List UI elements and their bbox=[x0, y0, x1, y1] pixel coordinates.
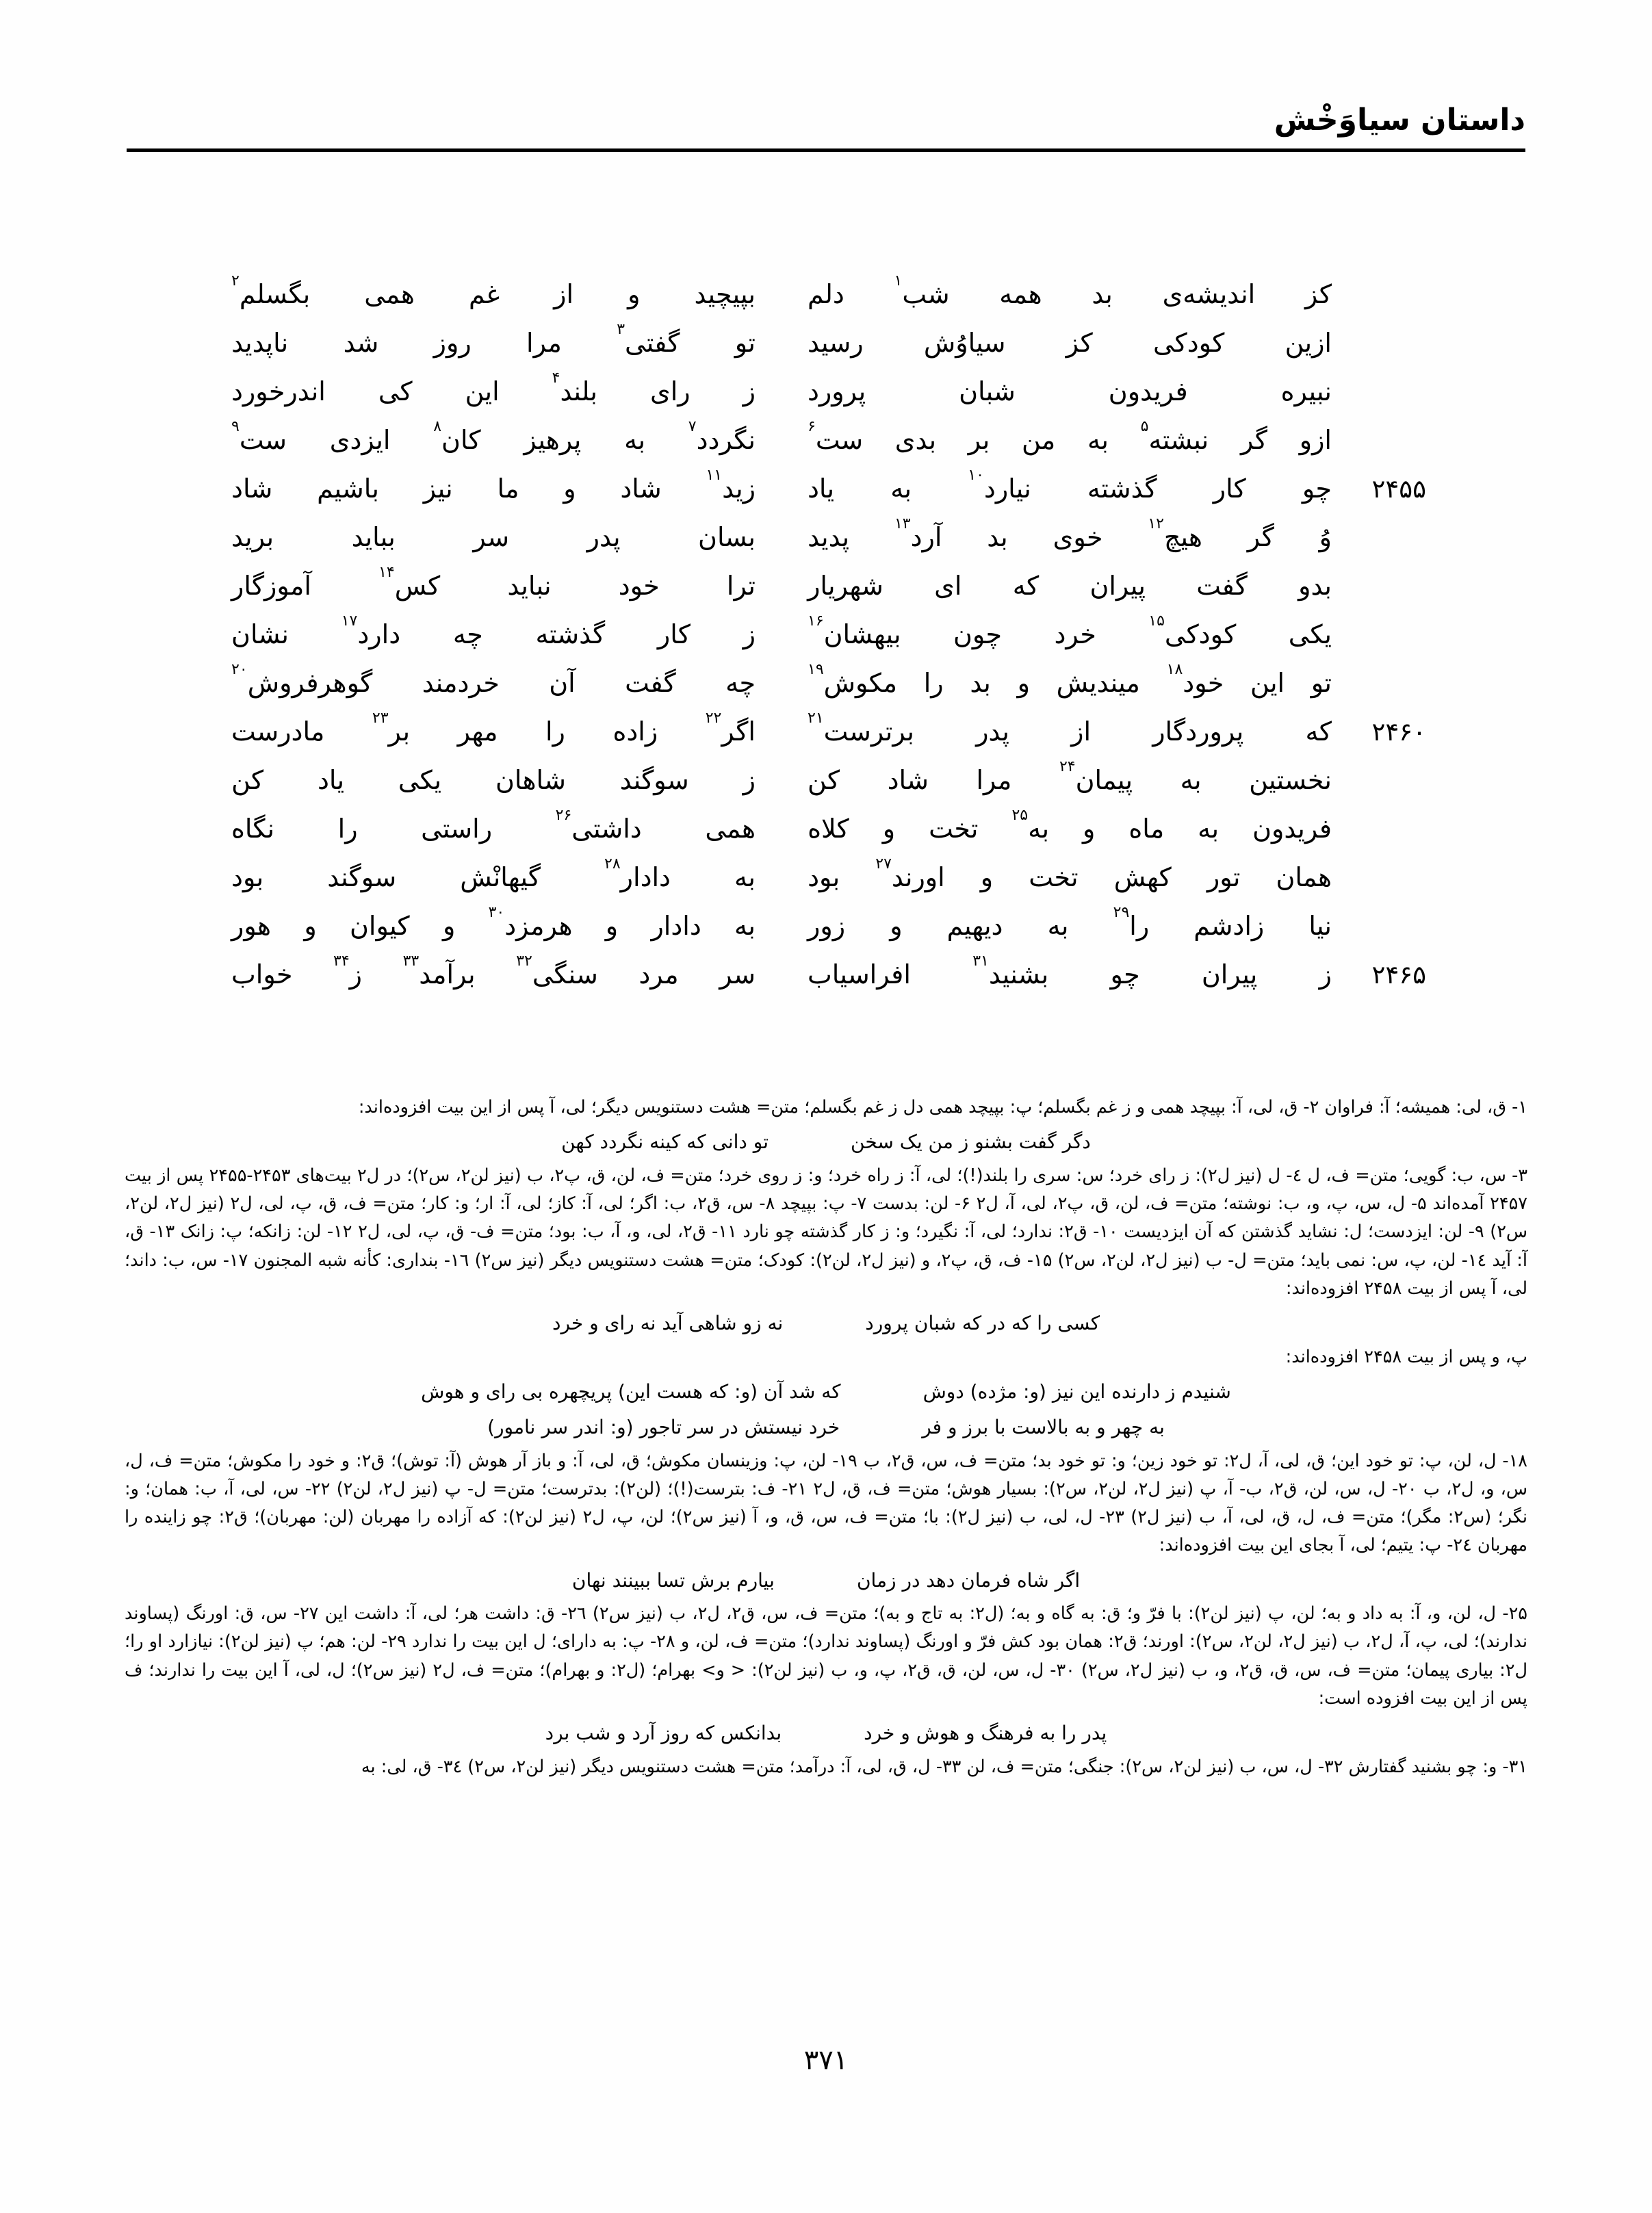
inserted-verse-first: اگر شاه فرمان دهد در زمان bbox=[856, 1568, 1081, 1592]
verse-word: ای bbox=[934, 571, 962, 601]
verse-word: بود bbox=[808, 862, 840, 892]
hemistich-second bbox=[226, 710, 776, 747]
verse-word: همی bbox=[364, 279, 415, 309]
hemistich-second bbox=[226, 418, 776, 455]
verse-word: ز bbox=[1319, 959, 1332, 989]
verse-word: باشیم bbox=[317, 474, 379, 504]
verse-word: را bbox=[337, 814, 358, 844]
verse-word: به bbox=[890, 474, 912, 504]
verse-word: سوگند bbox=[327, 862, 397, 892]
inserted-verse bbox=[125, 1126, 1527, 1157]
verse-word: و bbox=[304, 911, 317, 941]
running-head-title: داستان سیاوَخْش bbox=[1274, 103, 1525, 138]
hemistich-first bbox=[776, 515, 1336, 552]
verse-word: هیچ$^{۱۲}$ bbox=[1148, 515, 1202, 552]
verse-word: را bbox=[923, 668, 944, 698]
verse-word: تو bbox=[1311, 668, 1332, 698]
verse-word: کار bbox=[657, 619, 691, 649]
verse-line bbox=[226, 370, 1426, 425]
verse-word: زادشم bbox=[1193, 911, 1265, 941]
verse-word: نگردد$^۷$ bbox=[688, 418, 756, 455]
verse-word: ترا bbox=[726, 571, 756, 601]
verse-word: میندیش bbox=[1056, 668, 1140, 698]
verse-word: اندرخورد bbox=[231, 376, 326, 406]
hemistich-first bbox=[776, 661, 1336, 698]
footnote-marker: ۱۶ bbox=[808, 612, 824, 630]
verse-word: پیمان$^{۲۴}$ bbox=[1059, 758, 1133, 795]
verse-word: خردمند bbox=[422, 668, 500, 698]
inserted-verse-second: بیارم برش تسا ببینند نهان bbox=[571, 1568, 775, 1592]
verse-line bbox=[226, 515, 1426, 571]
verse-word: به bbox=[1047, 911, 1069, 941]
hemistich-second bbox=[226, 564, 776, 601]
verse-word: و bbox=[628, 279, 641, 309]
verse-word: روز bbox=[433, 328, 472, 358]
verse-word: تور bbox=[1206, 862, 1241, 892]
verse-word: این bbox=[465, 376, 500, 406]
verse-word: ز$^{۳۴}$ bbox=[333, 953, 363, 989]
verse-word: کودکی bbox=[1152, 328, 1225, 358]
footnote-marker: ۱۳ bbox=[894, 515, 911, 533]
verse-word: بلند$^۴$ bbox=[552, 370, 598, 406]
hemistich-first bbox=[776, 904, 1336, 941]
verse-word: ایزدی bbox=[329, 425, 391, 455]
hemistich-second bbox=[226, 370, 776, 406]
verse-word: داشتی$^{۲۶}$ bbox=[555, 807, 642, 844]
verse-word: و bbox=[980, 862, 994, 892]
verse-word: اگر$^{۲۲}$ bbox=[705, 710, 756, 747]
footnote-marker: ۳ bbox=[617, 321, 625, 339]
verse-word: به bbox=[734, 862, 756, 892]
verse-word: شاد bbox=[620, 474, 662, 504]
verse-word: چه bbox=[452, 619, 483, 649]
hemistich-second bbox=[226, 807, 776, 844]
verse-word: به bbox=[624, 425, 646, 455]
hemistich-second bbox=[226, 953, 776, 989]
hemistich-first bbox=[776, 807, 1336, 844]
verse-word: بدو bbox=[1298, 571, 1332, 601]
verse-word: به$^{۲۵}$ bbox=[1011, 807, 1050, 844]
hemistich-second bbox=[226, 321, 776, 358]
verse-word: چه bbox=[725, 668, 756, 698]
verse-word: به bbox=[734, 911, 756, 941]
verse-word: آن bbox=[549, 668, 576, 698]
footnote-marker: ۲۵ bbox=[1011, 807, 1029, 825]
verse-word: نگاه bbox=[231, 814, 275, 844]
verse-word: یکی bbox=[1288, 619, 1332, 649]
verse-word: برترست$^{۲۱}$ bbox=[808, 710, 914, 747]
verse-number: ۲۴۵۵ bbox=[1371, 474, 1426, 504]
apparatus-note: ۳۱- و: چو بشنید گفتارش ۳۲- ل، س، ب (نیز لن۲، س۲): جنگی؛ متن= ف، لن ۳۳- ل، ق، لی، آ: درآمد؛ متن= هشت دستنویس دیگر (نیز لن۲، س۲) ۳٤- ق، لی: به bbox=[361, 1756, 1527, 1777]
verse-word: دارد$^{۱۷}$ bbox=[341, 612, 401, 649]
verse-word: که bbox=[1305, 716, 1332, 747]
verse-word: ازین bbox=[1285, 328, 1332, 358]
verse-word: هرمزد$^{۳۰}$ bbox=[488, 904, 573, 941]
verse-word: اندیشه‌ی bbox=[1162, 279, 1256, 309]
hemistich-first bbox=[776, 855, 1336, 892]
verse-word: گیهانْش bbox=[460, 862, 541, 892]
footnote-marker: ۲۳ bbox=[372, 710, 389, 727]
verse-word: و bbox=[1083, 814, 1096, 844]
verse-word: رسید bbox=[808, 328, 864, 358]
verse-word: چون bbox=[953, 619, 1003, 649]
verse-word: غم bbox=[468, 279, 500, 309]
footnote-marker: ۳۴ bbox=[333, 953, 350, 970]
verse-word: خرد bbox=[1054, 619, 1096, 649]
inserted-verse bbox=[125, 1718, 1527, 1748]
running-head-rule bbox=[127, 148, 1525, 152]
verse-word: خواب bbox=[231, 959, 293, 989]
footnote-marker: ۲۷ bbox=[875, 855, 892, 873]
verse-line bbox=[226, 710, 1426, 765]
verse-word: شهریار bbox=[808, 571, 883, 601]
hemistich-first bbox=[776, 418, 1336, 455]
verse-word: مادرست bbox=[231, 716, 325, 747]
verse-word: شاهان bbox=[495, 765, 566, 795]
verse-word: بگسلم$^۲$ bbox=[231, 272, 311, 309]
verse-word: شبان bbox=[959, 376, 1016, 406]
verse-word: نیز bbox=[423, 474, 453, 504]
verse-word: به bbox=[1180, 765, 1202, 795]
verse-word: نخستین bbox=[1249, 765, 1332, 795]
critical-apparatus bbox=[125, 1093, 1527, 1782]
verse-word: کهش bbox=[1113, 862, 1172, 892]
apparatus-note: ۱- ق، لی: همیشه؛ آ: فراوان ۲- ق، لی، آ: بپیچد همی و ز غم بگسلم؛ پ: بپیچد همی دل ز غم بگسلم؛ متن= هشت دستنویس دیگر؛ لی، آ پس از این بیت افزوده‌اند: bbox=[358, 1097, 1527, 1117]
verse-word: نشان bbox=[231, 619, 289, 649]
verse-word: بد bbox=[1092, 279, 1113, 309]
verse-block bbox=[226, 272, 1426, 1008]
verse-line bbox=[226, 612, 1426, 668]
footnote-marker: ۲۲ bbox=[705, 710, 722, 727]
inserted-verse bbox=[125, 1412, 1527, 1442]
verse-word: تخت bbox=[1029, 862, 1079, 892]
verse-word: کان$^۸$ bbox=[433, 418, 481, 455]
verse-word: کن bbox=[808, 765, 840, 795]
verse-word: خود$^{۱۸}$ bbox=[1166, 661, 1224, 698]
verse-word: یاد bbox=[317, 765, 345, 795]
verse-word: سر bbox=[719, 959, 756, 989]
inserted-verse-first: دگر گفت بشنو ز من یک سخن bbox=[851, 1130, 1091, 1154]
verse-word: پرورد bbox=[808, 376, 866, 406]
verse-word: به bbox=[1087, 425, 1109, 455]
inserted-verse-first: شنیدم ز دارنده این نیز (و: مژده) دوش bbox=[922, 1380, 1231, 1403]
verse-line bbox=[226, 661, 1426, 716]
footnote-marker: ۲۰ bbox=[231, 661, 248, 679]
footnote-marker: ۱۸ bbox=[1166, 661, 1183, 679]
footnote-marker: ۶ bbox=[808, 418, 816, 436]
verse-line bbox=[226, 855, 1426, 911]
verse-word: بدی bbox=[894, 425, 937, 455]
verse-word: را bbox=[545, 716, 565, 747]
hemistich-first bbox=[776, 758, 1336, 795]
verse-word: بود bbox=[231, 862, 264, 892]
apparatus-note: ۲۵- ل، لن، و، آ: به داد و به؛ لن، پ (نیز لن۲): با فرّ و؛ ق: به گاه و به؛ (ل۲: به تاج و به)؛ متن= ف، س، ق۲، ل۲، ب (نیز س۲) ۲٦- ق: داشت هر؛ لی، آ: داشت این ۲۷- س، ق: اورنگ (پساوند ندارند)؛ لی، پ، آ، ل۲، ب (نیز ل۲، لن۲، س۲): اورند؛ ق۲: همان بود کش فرّ و اورنگ (پساوند ندارد)؛ متن= ف، لن، و ۲۸- پ: به دارای؛ ل این بیت را ندارد ۲۹- لن: هم؛ پ (نیز لن۲): نیازارد او را؛ ل۲: بیاری پیمان؛ متن= ف، س، ق، ق۲، و، ب (نیز ل۲، س۲) ۳۰- ل، س، لن، ق، ق۲، پ، و، ب (نیز لن۲): < و> بهرام؛ (ل۲: و بهرام)؛ متن= ف، ل۲ (نیز س۲)؛ ل، لی، آ این بیت را ندارند؛ ف پس از این بیت افزوده است: bbox=[125, 1603, 1527, 1709]
verse-word: ز bbox=[743, 619, 756, 649]
verse-word: پروردگار bbox=[1152, 716, 1244, 747]
footnote-marker: ۸ bbox=[433, 418, 442, 436]
verse-word: ماه bbox=[1128, 814, 1165, 844]
verse-word: مهر bbox=[457, 716, 498, 747]
verse-word: ست$^۹$ bbox=[231, 418, 287, 455]
verse-line bbox=[226, 807, 1426, 862]
footnote-marker: ۳۲ bbox=[516, 953, 532, 970]
verse-word: بیهشان$^{۱۶}$ bbox=[808, 612, 901, 649]
footnote-marker: ۵ bbox=[1140, 418, 1149, 436]
verse-word: فریدون bbox=[1108, 376, 1188, 406]
verse-word: مرا bbox=[976, 765, 1012, 795]
verse-word: و bbox=[1017, 668, 1030, 698]
verse-word: گوهرفروش$^{۲۰}$ bbox=[231, 661, 373, 698]
hemistich-first bbox=[776, 272, 1336, 309]
hemistich-first bbox=[776, 953, 1336, 989]
verse-word: افراسیاب bbox=[808, 959, 911, 989]
footnote-marker: ۲۸ bbox=[604, 855, 621, 873]
verse-word: نباید bbox=[507, 571, 552, 601]
verse-word: از bbox=[554, 279, 574, 309]
verse-word: سر bbox=[473, 522, 510, 552]
verse-word: و bbox=[563, 474, 576, 504]
verse-line bbox=[226, 758, 1426, 814]
verse-word: به bbox=[1198, 814, 1219, 844]
verse-word: بپیچید bbox=[694, 279, 756, 309]
verse-word: دیهیم bbox=[946, 911, 1003, 941]
verse-word: گذشته bbox=[1087, 474, 1157, 504]
verse-word: از bbox=[1071, 716, 1092, 747]
verse-word: بد bbox=[987, 522, 1008, 552]
verse-word: آموزگار bbox=[231, 571, 311, 601]
verse-word: آرد$^{۱۳}$ bbox=[894, 515, 942, 552]
footnote-marker: ۳۱ bbox=[972, 953, 989, 970]
inserted-verse-second: تو دانی که کینه نگردد کهن bbox=[561, 1130, 769, 1154]
hemistich-first bbox=[776, 376, 1336, 406]
verse-word: تو bbox=[734, 328, 756, 358]
verse-word: برآمد$^{۳۳}$ bbox=[402, 953, 476, 989]
inserted-verse-first: پدر را به فرهنگ و هوش و خرد bbox=[864, 1722, 1107, 1745]
footnote-marker: ۲ bbox=[231, 272, 240, 290]
verse-number: ۲۴۶۵ bbox=[1371, 960, 1426, 989]
hemistich-second bbox=[226, 661, 776, 698]
footnote-marker: ۲۱ bbox=[808, 710, 824, 727]
verse-word: چو bbox=[1302, 474, 1332, 504]
footnote-marker: ۹ bbox=[231, 418, 240, 436]
verse-line bbox=[226, 953, 1426, 1008]
verse-word: این bbox=[1250, 668, 1285, 698]
verse-line bbox=[226, 321, 1426, 376]
footnote-marker: ۲۴ bbox=[1059, 758, 1076, 776]
verse-word: و bbox=[882, 814, 896, 844]
verse-word: کلاه bbox=[808, 814, 849, 844]
verse-word: ست$^۶$ bbox=[808, 418, 864, 455]
running-head bbox=[127, 103, 1525, 152]
footnote-marker: ۱۱ bbox=[706, 467, 723, 484]
verse-word: زور bbox=[808, 911, 846, 941]
verse-word: نیارد$^{۱۰}$ bbox=[968, 467, 1031, 504]
verse-word: و bbox=[605, 911, 619, 941]
verse-line bbox=[226, 272, 1426, 328]
verse-word: را$^{۲۹}$ bbox=[1113, 904, 1150, 941]
apparatus-note: ۱۸- ل، لن، پ: تو خود این؛ ق، لی، آ، ل۲: تو خود زین؛ و: تو خود بد؛ متن= ف، س، ق۲، ب ۱۹- لن، پ: وزینسان مکوش؛ ق، لی، آ: و باز آر هوش (آ: توش)؛ ق۲: و خود را مکوش؛ متن= ف، ل، س، و، ل۲، ب ۲۰- ل، س، لن، ق۲، ب- آ، پ (نیز ل۲، لن۲، س۲): بسیار هوش؛ متن= ف، ق، ل۲ ۲۱- ف: بترست(!)؛ (لن۲): بدترست؛ متن= ل- پ (نیز ل۲، لن۲) ۲۲- س، لی، آ، ب: همان؛ و: نگر؛ (س۲: مگر)؛ متن= ف، ل، ق، لی، آ، ب (نیز ل۲) ۲۳- ل، لی، ب (نیز ل۲): با؛ متن= ف، س، ق، و، آ (نیز س۲)؛ لن، پ، ل۲ (نیز لن۲): که آزاده را مهربان (لن: مهربان)؛ ق۲: چو زاینده را مهربان ۲٤- پ: یتیم؛ لی، آ بجای این بیت افزوده‌اند: bbox=[125, 1450, 1528, 1556]
verse-line bbox=[226, 564, 1426, 619]
footnote-marker: ۱۵ bbox=[1148, 612, 1165, 630]
verse-word: یکی bbox=[398, 765, 442, 795]
footnote-marker: ۱ bbox=[894, 272, 903, 290]
verse-word: رای bbox=[650, 376, 691, 406]
verse-word: بشنید$^{۳۱}$ bbox=[972, 953, 1049, 989]
hemistich-first bbox=[776, 612, 1336, 649]
hemistich-second bbox=[226, 272, 776, 309]
verse-word: شاد bbox=[231, 474, 273, 504]
footnote-marker: ۲۹ bbox=[1113, 904, 1130, 922]
verse-word: خود bbox=[618, 571, 660, 601]
verse-word: کن bbox=[231, 765, 264, 795]
hemistich-second bbox=[226, 612, 776, 649]
verse-word: دادار$^{۲۸}$ bbox=[604, 855, 671, 892]
footnote-marker: ۱۹ bbox=[808, 661, 824, 679]
hemistich-first bbox=[776, 571, 1336, 601]
verse-word: نبشته$^۵$ bbox=[1140, 418, 1209, 455]
verse-word: تخت bbox=[929, 814, 979, 844]
footnote-marker: ۴ bbox=[552, 370, 560, 387]
inserted-verse-second: خرد نیستش در سر تاجور (و: اندر سر نامور) bbox=[487, 1416, 840, 1439]
footnote-marker: ۱۰ bbox=[968, 467, 984, 484]
footnote-marker: ۳۳ bbox=[402, 953, 420, 970]
verse-word: یاد bbox=[808, 474, 835, 504]
apparatus-note: ۳- س، ب: گویی؛ متن= ف، ل ٤- ل (نیز ل۲): ز رای خرد؛ س: سری را بلند(!)؛ لی، آ: ز راه خرد؛ و: ز روی خرد؛ متن= ف، لن، ق، پ۲، ب (نیز لن۲، س۲)؛ در ل۲ بیت‌های ۲۴۵۳-۲۴۵۵ پس از بیت ۲۴۵۷ آمده‌اند ۵- ل، س، پ، و، ب: نوشته؛ متن= ف، لن، ق، پ۲، لی، آ، ل۲ ۶- لن: بدست ۷- پ: بپیچد ۸- س، ق۲، ب: اگر؛ لی، آ: کاز؛ لی، آ: ار؛ و: کار؛ متن= ف، ق، پ، لی، ل۲ (نیز ل۲، لن۲، س۲) ۹- لن: ایزدست؛ ل: نشاید گذشتن که آن ایزدیست ۱۰- ق۲: ندارد؛ لی، آ: نگیرد؛ و: ز کار گذشته چو نارد ۱۱- ق۲، لی، و، آ، ب: بود؛ متن= ف- ق، پ، لی، ل۲ ۱۲- لن: زانکه؛ پ: زانک ۱۳- ق، آ: آید ۱٤- لن، پ، س: نمی باید؛ متن= ل- ب (نیز ل۲، لن۲، س۲) ۱۵- ف، ق، پ۲، و (نیز ل۲، لن۲): کودک؛ متن= هشت دستنویس دیگر (نیز س۲) ۱٦- بنداری: کأنه شبه المجنون ۱۷- س، ب: داند؛ لی، آ پس از بیت ۲۴۵۸ افزوده‌اند: bbox=[125, 1165, 1528, 1299]
verse-word: مرا bbox=[526, 328, 562, 358]
footnote-marker: ۲۶ bbox=[555, 807, 572, 825]
verse-word: بر bbox=[968, 425, 990, 455]
verse-word: شب$^۱$ bbox=[894, 272, 950, 309]
verse-word: پیران bbox=[1201, 959, 1258, 989]
verse-word: و bbox=[442, 911, 456, 941]
verse-word: سیاوُش bbox=[923, 328, 1006, 358]
hemistich-second bbox=[226, 522, 776, 552]
verse-word: گر bbox=[1240, 425, 1268, 455]
verse-word: مرد bbox=[638, 959, 679, 989]
verse-word: شد bbox=[343, 328, 379, 358]
verse-word: گفت bbox=[625, 668, 676, 698]
verse-word: دلم bbox=[808, 279, 844, 309]
hemistich-second bbox=[226, 765, 776, 795]
verse-word: بباید bbox=[351, 522, 396, 552]
apparatus-note: پ، و پس از بیت ۲۴۵۸ افزوده‌اند: bbox=[1285, 1346, 1527, 1367]
verse-word: هور bbox=[231, 911, 272, 941]
verse-word: بد bbox=[970, 668, 991, 698]
inserted-verse bbox=[125, 1376, 1527, 1407]
inserted-verse-first: به چهر و به بالاست با برز و فر bbox=[922, 1416, 1165, 1439]
verse-word: کی bbox=[378, 376, 413, 406]
verse-word: کز bbox=[1066, 328, 1093, 358]
hemistich-first bbox=[776, 467, 1336, 504]
verse-word: زید$^{۱۱}$ bbox=[706, 467, 756, 504]
verse-word: ز bbox=[743, 765, 756, 795]
verse-word: سوگند bbox=[619, 765, 689, 795]
verse-number: ۲۴۶۰ bbox=[1371, 717, 1426, 747]
verse-word: ازو bbox=[1299, 425, 1332, 455]
verse-line bbox=[226, 418, 1426, 474]
verse-word: نبیره bbox=[1280, 376, 1332, 406]
verse-word: گذشته bbox=[535, 619, 606, 649]
verse-word: زاده bbox=[612, 716, 658, 747]
page-number: ۳۷۱ bbox=[803, 2045, 849, 2076]
inserted-verse bbox=[125, 1565, 1527, 1596]
verse-word: گفت bbox=[1196, 571, 1248, 601]
verse-word: نیا bbox=[1308, 911, 1332, 941]
verse-word: شاد bbox=[887, 765, 929, 795]
verse-word: سنگی$^{۳۲}$ bbox=[516, 953, 598, 989]
verse-word: کز bbox=[1304, 279, 1332, 309]
verse-word: راستی bbox=[421, 814, 493, 844]
verse-word: همه bbox=[999, 279, 1042, 309]
verse-word: ز bbox=[743, 376, 756, 406]
verse-word: کودکی$^{۱۵}$ bbox=[1148, 612, 1237, 649]
verse-word: مکوش$^{۱۹}$ bbox=[808, 661, 898, 698]
verse-word: و bbox=[890, 911, 903, 941]
verse-word: بر$^{۲۳}$ bbox=[372, 710, 411, 747]
verse-word: گر bbox=[1247, 522, 1274, 552]
verse-word: پدر bbox=[586, 522, 621, 552]
verse-word: پدر bbox=[976, 716, 1009, 747]
verse-word: پرهیز bbox=[524, 425, 582, 455]
verse-word: برید bbox=[231, 522, 274, 552]
verse-word: پدید bbox=[808, 522, 850, 552]
hemistich-second bbox=[226, 904, 776, 941]
footnote-marker: ۱۴ bbox=[378, 564, 395, 582]
verse-word: که bbox=[1012, 571, 1040, 601]
verse-word: کیوان bbox=[349, 911, 410, 941]
verse-word: وُ bbox=[1319, 522, 1332, 552]
verse-word: اورند$^{۲۷}$ bbox=[875, 855, 945, 892]
verse-word: دادار bbox=[651, 911, 701, 941]
verse-word: ناپدید bbox=[231, 328, 289, 358]
hemistich-second bbox=[226, 855, 776, 892]
hemistich-first bbox=[776, 328, 1336, 358]
inserted-verse-second: بدانکس که روز آرد و شب برد bbox=[545, 1722, 782, 1745]
verse-word: همان bbox=[1276, 862, 1332, 892]
inserted-verse bbox=[125, 1308, 1527, 1338]
footnote-marker: ۷ bbox=[688, 418, 697, 436]
footnote-marker: ۳۰ bbox=[488, 904, 505, 922]
verse-word: خوی bbox=[1053, 522, 1103, 552]
verse-word: من bbox=[1022, 425, 1056, 455]
verse-word: گفتی$^۳$ bbox=[617, 321, 680, 358]
verse-word: ما bbox=[497, 474, 519, 504]
verse-word: کس$^{۱۴}$ bbox=[378, 564, 441, 601]
verse-word: پیران bbox=[1089, 571, 1146, 601]
verse-word: چو bbox=[1110, 959, 1140, 989]
footnote-marker: ۱۲ bbox=[1148, 515, 1164, 533]
hemistich-second bbox=[226, 467, 776, 504]
verse-word: بسان bbox=[698, 522, 756, 552]
inserted-verse-second: نه زو شاهی آید نه رای و خرد bbox=[552, 1312, 784, 1335]
hemistich-first bbox=[776, 710, 1336, 747]
inserted-verse-first: کسی را که در که شبان پرورد bbox=[865, 1312, 1100, 1335]
inserted-verse-second: که شد آن (و: که هست این) پریچهره بی رای و هوش bbox=[421, 1380, 841, 1403]
verse-word: فریدون bbox=[1252, 814, 1332, 844]
verse-word: همی bbox=[705, 814, 756, 844]
footnote-marker: ۱۷ bbox=[341, 612, 358, 630]
verse-word: کار bbox=[1213, 474, 1246, 504]
verse-line bbox=[226, 467, 1426, 522]
